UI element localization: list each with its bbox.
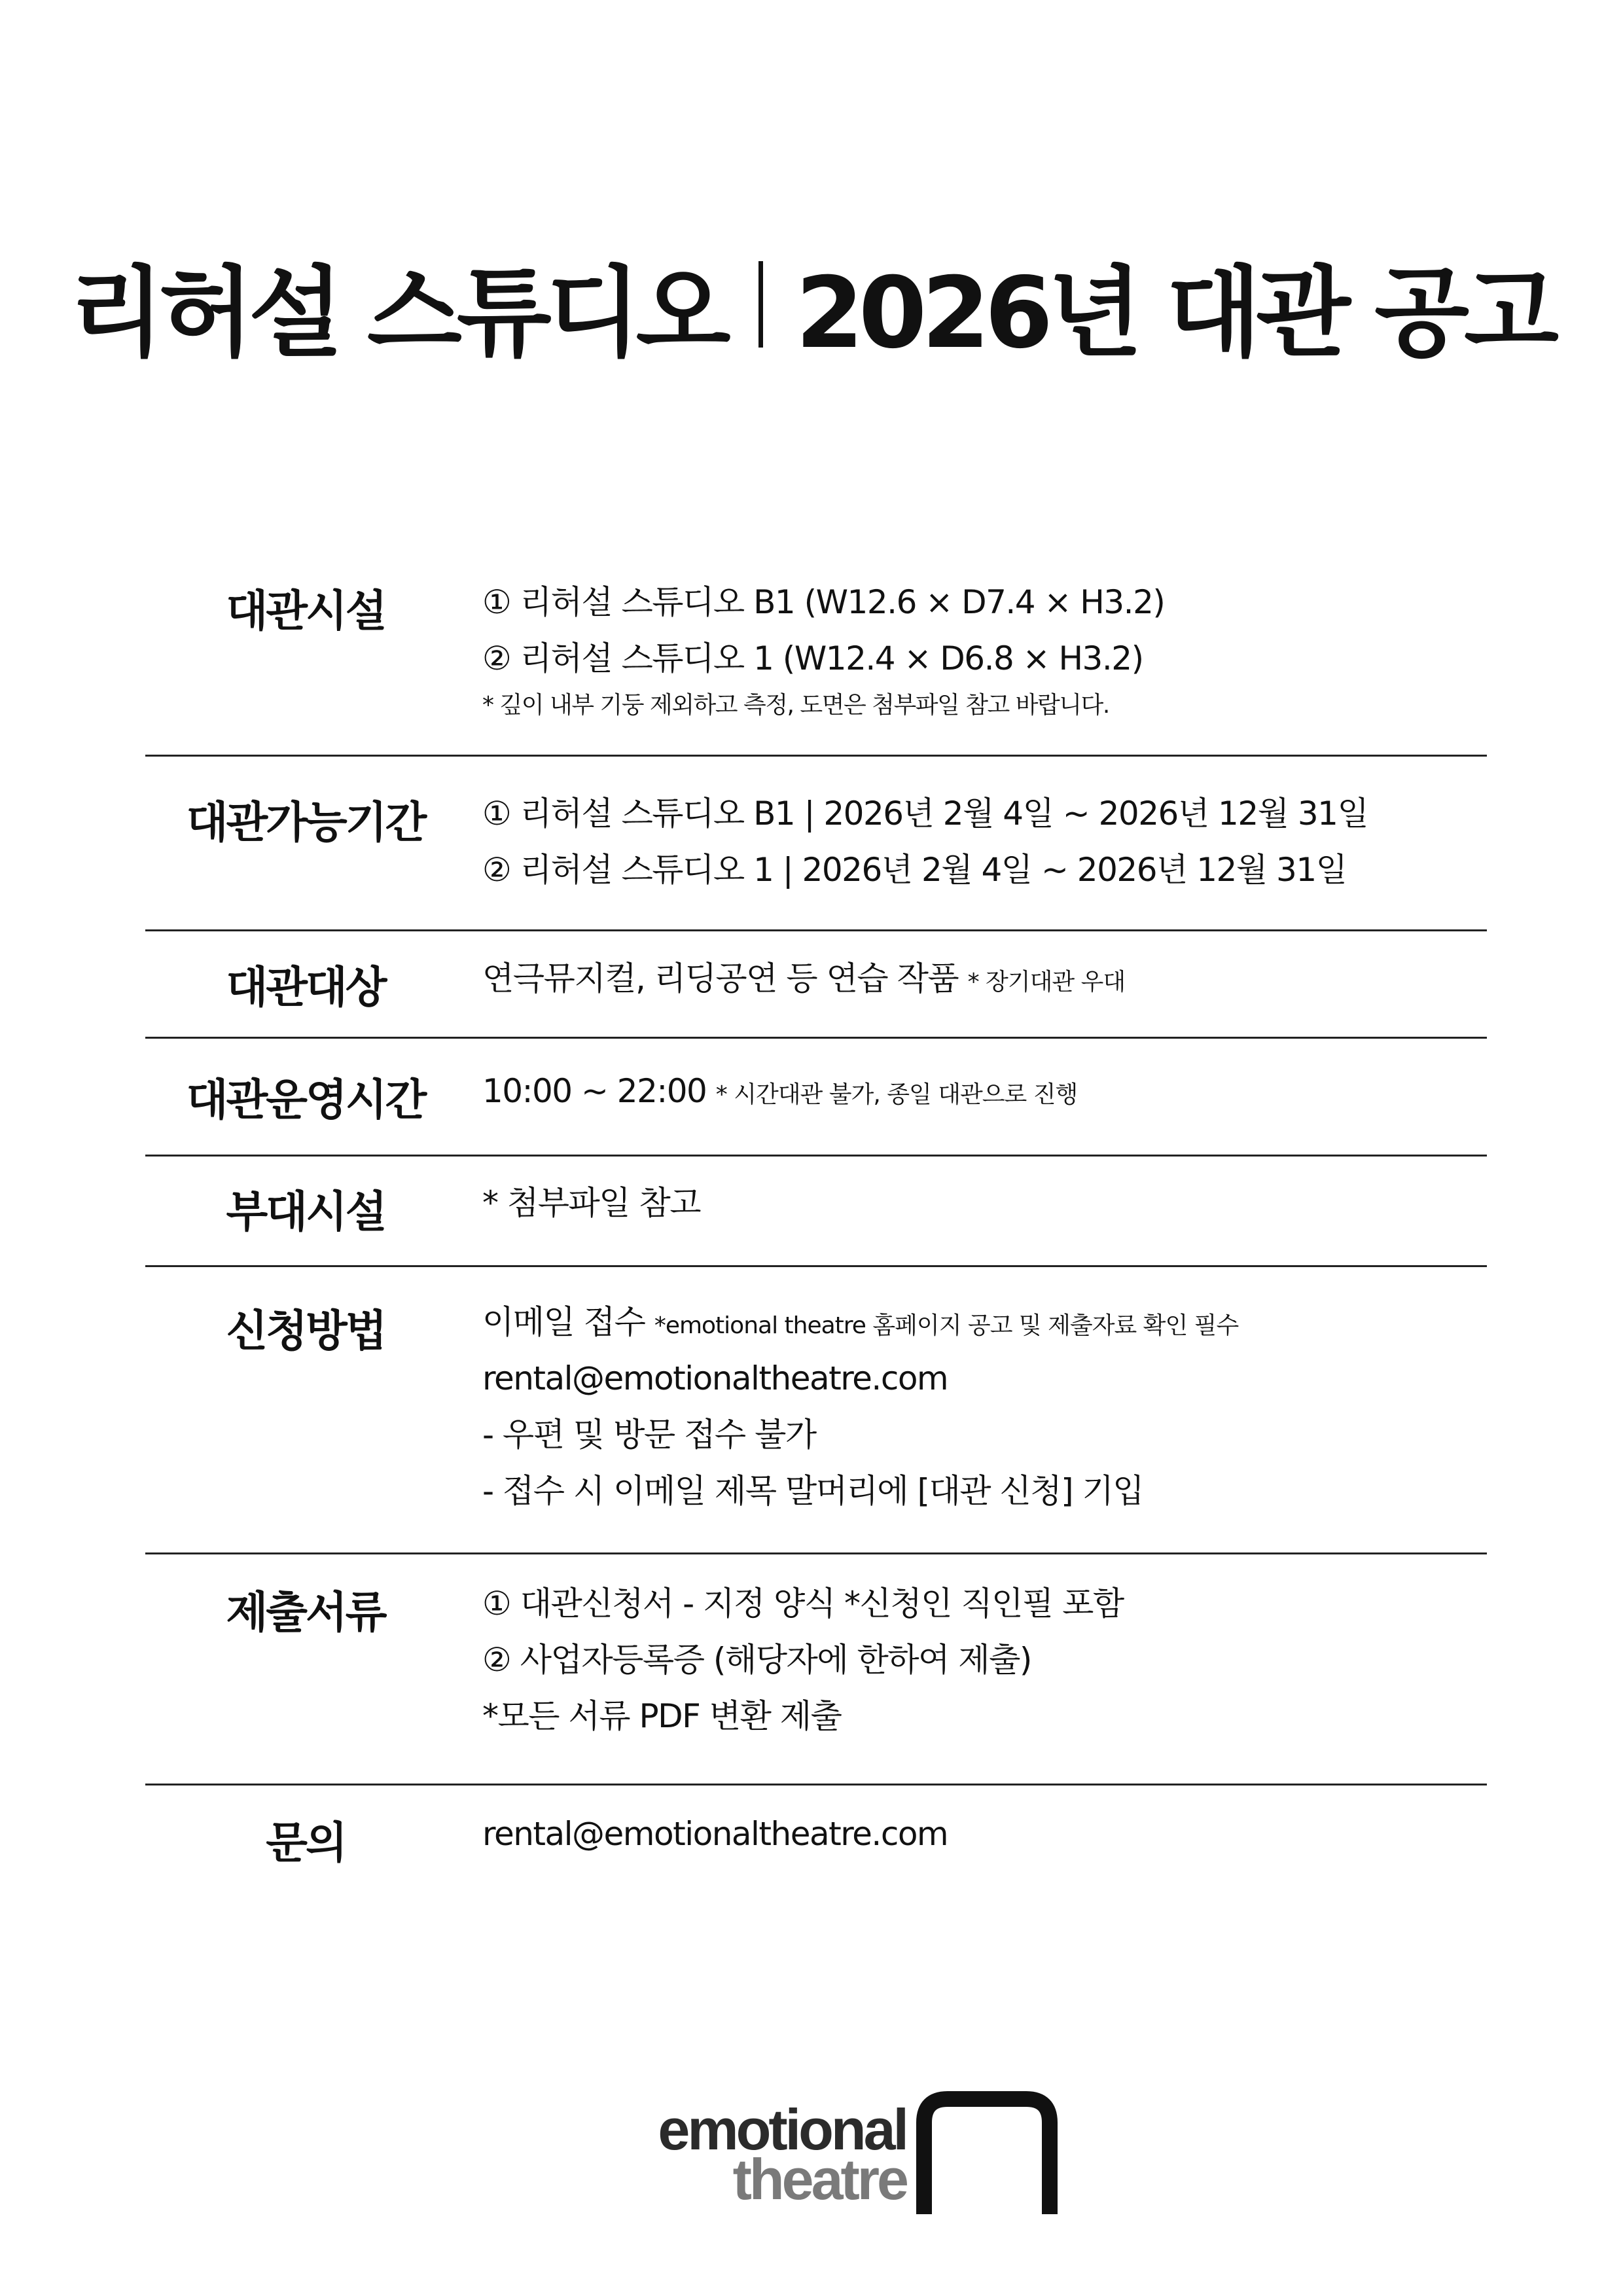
section-content-target xyxy=(482,950,1125,1007)
section-label-hours: 대관운영시간 xyxy=(186,1075,425,1125)
hours-note: * 시간대관 불가, 종일 대관으로 진행 xyxy=(715,1081,1078,1108)
page-title xyxy=(0,239,1623,370)
section-label-facility: 대관시설 xyxy=(226,586,385,636)
documents-line-2: ② 사업자등록증 (해당자에 한하여 제출) xyxy=(482,1641,1031,1679)
section-label-target: 대관대상 xyxy=(226,962,385,1013)
facility-line-1: ① 리허설 스튜디오 B1 (W12.6 × D7.4 × H3.2) xyxy=(482,583,1165,621)
section-content-contact xyxy=(482,1806,948,1862)
period-line-2: ② 리허설 스튜디오 1 | 2026년 2월 4일 ~ 2026년 12월 31일 xyxy=(482,851,1347,889)
section-label-amenities: 부대시설 xyxy=(226,1187,385,1237)
logo-text-theatre: theatre xyxy=(732,2147,906,2212)
section-divider xyxy=(145,1155,1487,1157)
amenities-text: * 첨부파일 참고 xyxy=(482,1184,701,1222)
target-text: 연극뮤지컬, 리딩공연 등 연습 작품 xyxy=(482,960,959,997)
apply-line-subject: - 접수 시 이메일 제목 말머리에 [대관 신청] 기입 xyxy=(482,1472,1144,1510)
apply-note: *emotional theatre 홈페이지 공고 및 제출자료 확인 필수 xyxy=(654,1312,1239,1339)
emotional-theatre-logo xyxy=(563,2090,1073,2214)
apply-line-no-mail: - 우편 및 방문 접수 불가 xyxy=(482,1416,816,1454)
section-content-documents xyxy=(482,1575,1124,1744)
logo-text-emotional: emotional xyxy=(658,2097,906,2162)
title-venue: 리허설 스튜디오 xyxy=(69,257,726,370)
section-label-period: 대관가능기간 xyxy=(186,797,425,848)
facility-note: * 깊이 내부 기둥 제외하고 측정, 도면은 첨부파일 참고 바랍니다. xyxy=(482,692,1109,719)
period-line-1: ① 리허설 스튜디오 B1 | 2026년 2월 4일 ~ 2026년 12월 31일 xyxy=(482,795,1368,833)
target-note: * 장기대관 우대 xyxy=(967,969,1126,996)
section-content-amenities xyxy=(482,1175,700,1231)
section-content-facility xyxy=(482,574,1164,725)
facility-line-2: ② 리허설 스튜디오 1 (W12.4 × D6.8 × H3.2) xyxy=(482,639,1143,677)
section-label-documents: 제출서류 xyxy=(226,1587,385,1638)
title-notice: 2026년 대관 공고 xyxy=(795,257,1554,370)
section-content-hours xyxy=(482,1063,1077,1119)
apply-email: rental@emotionaltheatre.com xyxy=(482,1359,948,1397)
section-divider xyxy=(145,929,1487,931)
logo-arch-icon xyxy=(915,2090,1059,2214)
section-divider xyxy=(145,1265,1487,1267)
title-separator xyxy=(758,261,763,348)
documents-line-3: *모든 서류 PDF 변환 제출 xyxy=(482,1697,842,1735)
section-label-apply: 신청방법 xyxy=(226,1306,385,1356)
section-content-period xyxy=(482,785,1368,898)
section-content-apply xyxy=(482,1294,1238,1519)
section-divider xyxy=(145,1037,1487,1039)
section-divider xyxy=(145,1784,1487,1785)
hours-text: 10:00 ~ 22:00 xyxy=(482,1072,707,1110)
section-divider xyxy=(145,1552,1487,1554)
documents-line-1: ① 대관신청서 - 지정 양식 *신청인 직인필 포함 xyxy=(482,1585,1124,1623)
section-label-contact: 문의 xyxy=(266,1818,346,1868)
contact-email: rental@emotionaltheatre.com xyxy=(482,1815,948,1853)
section-divider xyxy=(145,755,1487,757)
apply-method: 이메일 접수 xyxy=(482,1303,645,1341)
